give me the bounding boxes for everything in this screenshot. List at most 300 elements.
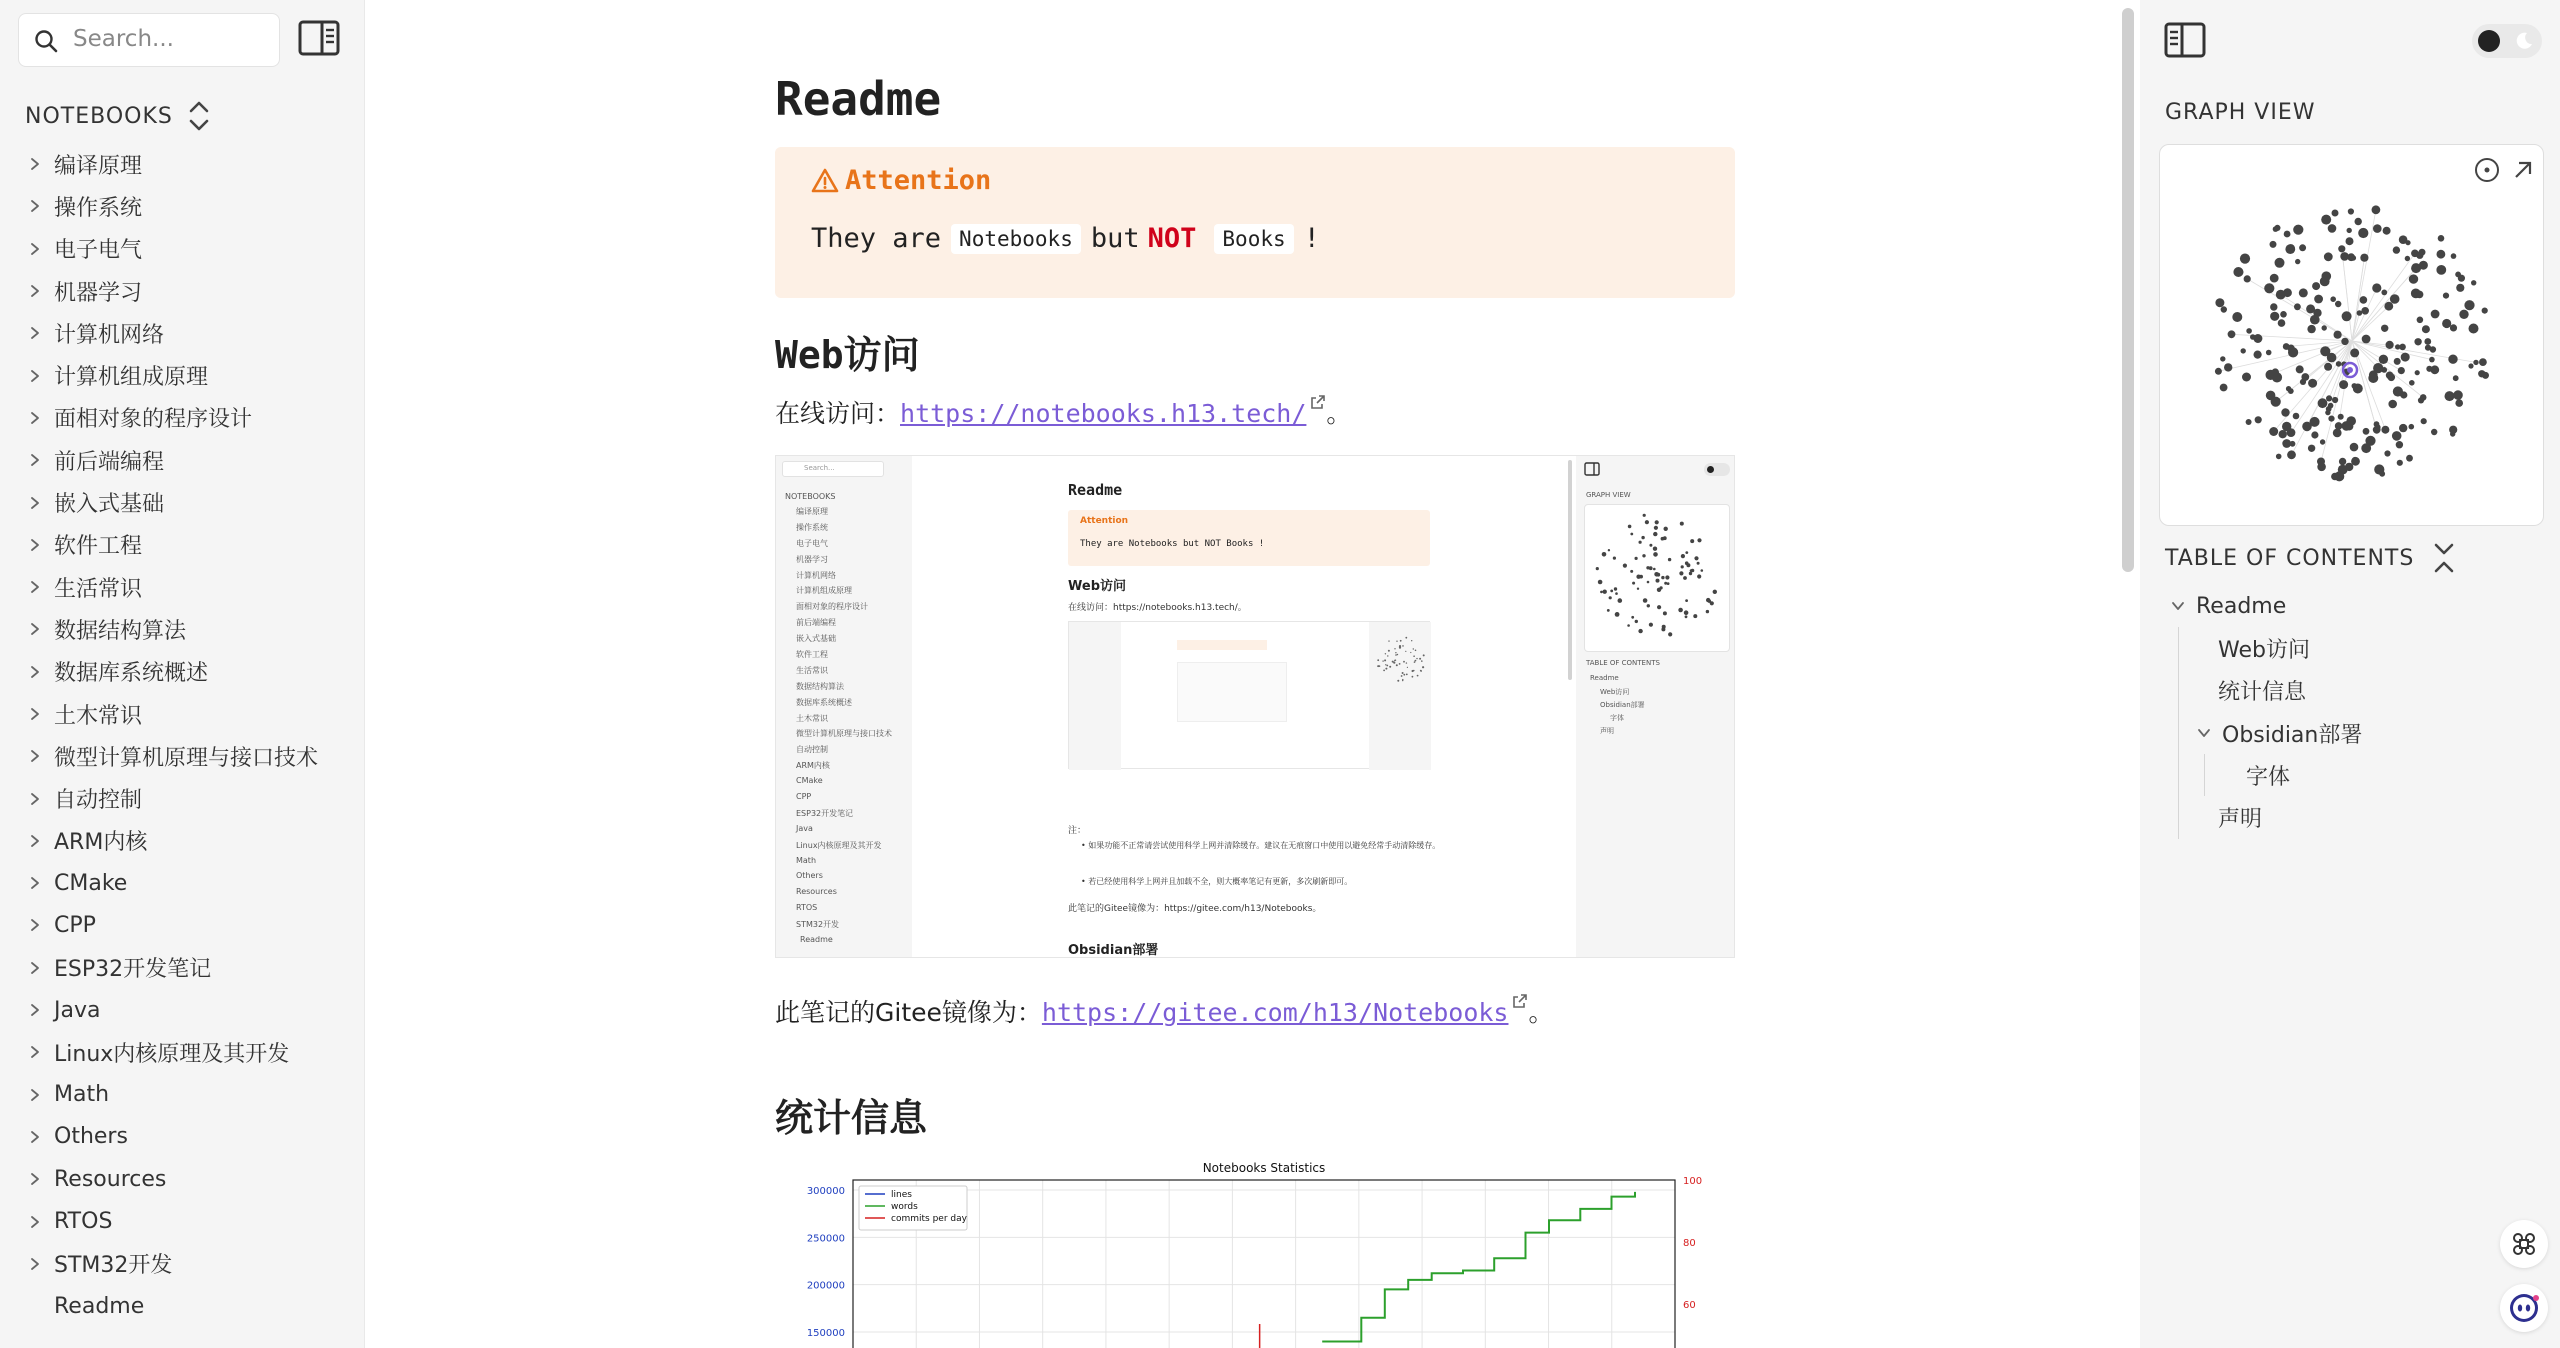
mini-toc-item: 声明 <box>1600 727 1614 735</box>
graph-node <box>1701 569 1704 572</box>
graph-node <box>1627 624 1630 627</box>
notebook-folder[interactable] <box>0 524 364 566</box>
notebook-file[interactable] <box>0 1285 364 1327</box>
graph-node <box>1383 670 1385 672</box>
notebook-folder[interactable] <box>0 228 364 270</box>
notebook-folder[interactable] <box>0 947 364 989</box>
graph-node <box>2390 294 2400 304</box>
graph-node <box>1661 627 1665 631</box>
graph-node <box>1649 544 1652 547</box>
graph-node <box>1406 674 1408 676</box>
emphasis-text: NOT <box>1147 223 1197 254</box>
graph-node <box>2383 227 2391 235</box>
graph-node <box>2347 253 2355 261</box>
notebook-label: 计算机组成原理 <box>54 365 209 391</box>
graph-node <box>1681 565 1684 568</box>
graph-node <box>1392 661 1394 663</box>
chevron-right-icon <box>28 538 42 552</box>
mini-notebook-item: 前后端编程 <box>796 618 836 628</box>
graph-node <box>2255 416 2262 423</box>
graph-node <box>2332 397 2338 403</box>
graph-node <box>2264 283 2274 293</box>
graph-node <box>2398 367 2405 374</box>
graph-node <box>1413 655 1415 657</box>
mini-callout <box>1068 510 1430 566</box>
graph-node <box>2394 358 2401 365</box>
callout-text: ! <box>1303 223 1320 254</box>
graph-node <box>2342 311 2352 321</box>
graph-node <box>1596 567 1599 570</box>
collapse-all-icon[interactable] <box>2432 541 2456 575</box>
graph-node <box>2405 256 2410 261</box>
mini-toc-item: Readme <box>1590 674 1619 682</box>
notebook-label: 微型计算机原理与接口技术 <box>54 745 319 771</box>
graph-node <box>2285 244 2295 254</box>
chevron-right-icon <box>28 1003 42 1017</box>
graph-node <box>2321 215 2331 225</box>
graph-node <box>2276 290 2286 300</box>
graph-node <box>2355 218 2362 225</box>
graph-node <box>2421 418 2427 424</box>
external-link-icon <box>1310 394 1326 410</box>
chevron-right-icon <box>28 369 42 383</box>
mini-notebook-item: RTOS <box>796 903 818 913</box>
graph-node <box>2363 428 2370 435</box>
mini-notebook-tree <box>776 506 912 951</box>
graph-node <box>2270 303 2277 310</box>
notebook-folder[interactable] <box>0 397 364 439</box>
theme-toggle-knob <box>2478 30 2500 52</box>
chart-series-words <box>1322 1192 1635 1342</box>
toc-item[interactable] <box>2140 670 2560 712</box>
mini-notebook-item: 数据库系统概述 <box>796 697 852 707</box>
graph-node <box>2456 284 2464 292</box>
toc-label: 声明 <box>2218 807 2263 833</box>
mini-online-line: 在线访问：https://notebooks.h13.tech/。 <box>1068 603 1247 613</box>
chevron-right-icon <box>28 961 42 975</box>
mini-toc-item: 字体 <box>1610 714 1624 722</box>
graph-node <box>1664 527 1668 531</box>
graph-node <box>2351 457 2360 466</box>
mini-notebook-item: CPP <box>796 792 812 802</box>
graph-node <box>1411 640 1412 641</box>
warning-icon <box>811 167 839 195</box>
graph-node <box>2332 210 2339 217</box>
attention-callout <box>775 147 1735 298</box>
graph-node <box>2335 422 2343 430</box>
mini-bullet-1: • 如果功能不正常请尝试使用科学上网并清除缓存。建议在无痕窗口中使用以避免经常手动清除缓存。 <box>1081 841 1441 850</box>
graph-node <box>1649 566 1653 570</box>
graph-node <box>1679 571 1683 575</box>
graph-node <box>2365 436 2375 446</box>
notebook-folder[interactable] <box>0 1074 364 1116</box>
mini-notebook-item: 嵌入式基础 <box>796 634 836 644</box>
notebook-label: Readme <box>54 1293 145 1319</box>
graph-node <box>1641 536 1644 539</box>
floating-assistant-button[interactable] <box>2500 1284 2548 1332</box>
graph-node <box>2348 208 2354 214</box>
mini-notebook-item: 土木常识 <box>796 713 828 723</box>
mini-notebook-item: 软件工程 <box>796 650 828 660</box>
sidebar-toggle-icon[interactable] <box>2164 22 2206 58</box>
notebook-label: RTOS <box>54 1209 113 1235</box>
online-suffix: 。 <box>1326 399 1352 428</box>
graph-node <box>2381 426 2389 434</box>
graph-node <box>2381 290 2387 296</box>
graph-local-icon[interactable] <box>2472 155 2502 185</box>
graph-node <box>2242 373 2251 382</box>
graph-node <box>1697 538 1701 542</box>
mini-left-sidebar <box>776 456 912 958</box>
graph-node <box>2429 357 2435 363</box>
notebook-label: 生活常识 <box>54 576 143 602</box>
graph-node <box>2438 235 2445 242</box>
chevron-right-icon <box>28 749 42 763</box>
graph-node <box>1661 537 1665 541</box>
graph-node <box>2360 254 2368 262</box>
graph-node <box>2416 291 2424 299</box>
graph-node <box>2430 346 2436 352</box>
notebook-folder[interactable] <box>0 651 364 693</box>
notebook-label: 嵌入式基础 <box>54 492 165 518</box>
graph-node <box>2442 319 2451 328</box>
graph-node <box>2220 384 2228 392</box>
graph-node <box>2419 249 2426 256</box>
section-heading-web: Web访问 <box>775 333 920 377</box>
graph-node <box>1384 659 1386 661</box>
graph-node <box>1421 660 1423 662</box>
graph-node <box>2310 417 2320 427</box>
graph-node <box>1615 592 1618 595</box>
graph-node <box>1400 640 1402 642</box>
graph-node <box>1415 660 1417 662</box>
notebook-folder[interactable] <box>0 312 364 354</box>
graph-node <box>2409 424 2415 430</box>
mini-toc-title: TABLE OF CONTENTS <box>1586 659 1660 667</box>
graph-node <box>1623 564 1627 568</box>
graph-node <box>1653 568 1656 571</box>
graph-node <box>2386 372 2394 380</box>
graph-node <box>1697 562 1700 565</box>
online-prefix: 在线访问： <box>775 399 901 428</box>
toc-item[interactable] <box>2140 585 2560 627</box>
graph-node <box>1402 645 1404 647</box>
graph-node <box>2453 390 2463 400</box>
mini-notebook-item: Linux内核原理及其开发 <box>796 840 882 850</box>
mini-right-sidebar <box>1576 456 1735 958</box>
graph-node <box>1422 666 1424 668</box>
graph-node <box>2241 348 2246 353</box>
graph-node <box>1399 645 1401 647</box>
graph-node <box>1681 554 1685 558</box>
graph-node <box>2287 450 2296 459</box>
graph-node <box>2336 361 2342 367</box>
notebook-folder[interactable] <box>0 735 364 777</box>
notebook-folder[interactable] <box>0 439 364 481</box>
notebook-folder[interactable] <box>0 566 364 608</box>
graph-node <box>1664 582 1667 585</box>
graph-node <box>1713 590 1717 594</box>
graph-node <box>2401 353 2410 362</box>
mini-notebook-item: 计算机组成原理 <box>796 586 852 596</box>
graph-node <box>2396 441 2403 448</box>
notebook-folder[interactable] <box>0 1031 364 1073</box>
notebook-folder[interactable] <box>0 904 364 946</box>
graph-node <box>2335 301 2341 307</box>
left-sidebar <box>0 0 364 1348</box>
chart-right-tick-label: 80 <box>1683 1238 1696 1249</box>
graph-node <box>1637 588 1639 590</box>
chart-left-tick-label: 150000 <box>806 1328 845 1339</box>
graph-node <box>1598 580 1603 585</box>
online-link[interactable]: https://notebooks.h13.tech/ <box>900 399 1307 428</box>
graph-node <box>1683 576 1687 580</box>
graph-node <box>2224 363 2232 371</box>
notebook-folder[interactable] <box>0 481 364 523</box>
mini-notebook-item: 微型计算机原理与接口技术 <box>796 729 892 739</box>
graph-node <box>1403 661 1405 663</box>
toc-header[interactable] <box>2165 538 2456 578</box>
notebook-folder[interactable] <box>0 862 364 904</box>
graph-node <box>2240 254 2250 264</box>
graph-node <box>1607 609 1610 612</box>
section-heading-stats: 统计信息 <box>775 1096 928 1140</box>
graph-node <box>1385 668 1387 670</box>
mini-callout-text: They are Notebooks but NOT Books ! <box>1080 539 1265 549</box>
chevron-right-icon <box>28 580 42 594</box>
notebook-folder[interactable] <box>0 1158 364 1200</box>
graph-node <box>2254 351 2262 359</box>
notebook-folder[interactable] <box>0 777 364 819</box>
toc-label: 统计信息 <box>2218 680 2307 706</box>
graph-node <box>2455 399 2463 407</box>
mini-notebook-item: Resources <box>796 887 837 897</box>
notebook-folder[interactable] <box>0 270 364 312</box>
notebook-label: 自动控制 <box>54 788 143 814</box>
stats-chart <box>775 1160 1735 1348</box>
graph-node <box>2393 246 2400 253</box>
graph-node <box>1638 629 1642 633</box>
chevron-right-icon <box>28 665 42 679</box>
graph-node <box>1423 654 1425 656</box>
graph-node <box>2312 282 2320 290</box>
graph-node <box>2414 338 2421 345</box>
search-placeholder: Search... <box>73 26 174 52</box>
mini-notebook-item: 数据结构算法 <box>796 681 844 691</box>
graph-node <box>2347 228 2352 233</box>
callout-heading <box>811 165 991 196</box>
graph-view[interactable] <box>2159 144 2544 526</box>
graph-node <box>2296 365 2304 373</box>
graph-node <box>1399 663 1401 665</box>
notebook-folder[interactable] <box>0 185 364 227</box>
graph-node <box>1654 526 1658 530</box>
graph-node <box>1680 522 1684 526</box>
graph-link <box>2271 341 2352 375</box>
notebook-folder[interactable] <box>0 693 364 735</box>
graph-node <box>2270 241 2277 248</box>
callout-text: but <box>1090 223 1140 254</box>
graph-node <box>1693 614 1697 618</box>
chart-title: Notebooks Statistics <box>1202 1161 1326 1175</box>
toc-item[interactable] <box>2140 627 2560 669</box>
toc-label: Obsidian部署 <box>2222 722 2363 748</box>
graph-node <box>2431 429 2437 435</box>
graph-node <box>1694 556 1698 560</box>
graph-node <box>1685 599 1688 602</box>
graph-node <box>2384 450 2390 456</box>
graph-node <box>2299 288 2308 297</box>
online-access-paragraph <box>775 394 1351 430</box>
chevron-right-icon <box>28 326 42 340</box>
table-of-contents <box>2140 585 2560 839</box>
gitee-link[interactable]: https://gitee.com/h13/Notebooks <box>1041 998 1509 1027</box>
notebook-folder[interactable] <box>0 1243 364 1285</box>
graph-node <box>2232 312 2242 322</box>
notebook-folder[interactable] <box>0 143 364 185</box>
chart-left-tick-label: 200000 <box>806 1280 845 1292</box>
graph-node <box>2430 365 2439 374</box>
notebook-folder[interactable] <box>0 354 364 396</box>
graph-node <box>1653 532 1657 536</box>
graph-node <box>2473 360 2478 365</box>
notebook-label: ARM内核 <box>54 830 148 856</box>
graph-node <box>1395 654 1397 656</box>
graph-node <box>2399 235 2408 244</box>
mini-notebook-item: Math <box>796 855 817 865</box>
chevron-down-icon <box>2196 725 2212 741</box>
theme-toggle[interactable] <box>2472 24 2542 58</box>
graph-node <box>1647 581 1650 584</box>
toc-item[interactable] <box>2140 712 2560 754</box>
graph-node <box>1706 610 1709 613</box>
mini-notebook-item: 操作系统 <box>796 522 828 532</box>
scrollbar[interactable] <box>2122 8 2134 572</box>
graph-node <box>2350 443 2359 452</box>
expand-collapse-icon[interactable] <box>187 99 211 133</box>
toc-item[interactable] <box>2140 754 2560 796</box>
graph-node <box>1710 601 1714 605</box>
graph-canvas[interactable] <box>2160 145 2545 527</box>
toc-item[interactable] <box>2140 796 2560 838</box>
graph-node <box>2282 422 2291 431</box>
mini-graph <box>1375 634 1427 686</box>
graph-node <box>1628 525 1632 529</box>
graph-node <box>2386 341 2394 349</box>
notebook-label: Linux内核原理及其开发 <box>54 1041 290 1067</box>
floating-command-button[interactable] <box>2500 1220 2548 1268</box>
graph-node <box>2381 325 2388 332</box>
mini-obsidian-heading: Obsidian部署 <box>1068 943 1159 958</box>
graph-node <box>2419 261 2428 270</box>
graph-node <box>2471 280 2476 285</box>
chart-legend-label: words <box>891 1202 918 1212</box>
graph-node <box>1653 547 1657 551</box>
graph-view-title: GRAPH VIEW <box>2165 100 2316 125</box>
mini-notebook-item: CMake <box>796 776 823 786</box>
search-box[interactable] <box>18 13 280 67</box>
chart-legend-label: lines <box>891 1190 912 1200</box>
inline-code: Notebooks <box>951 224 1081 254</box>
notebooks-header[interactable] <box>25 96 211 136</box>
graph-node <box>1414 661 1416 663</box>
notebook-label: Resources <box>54 1166 167 1192</box>
graph-node <box>2273 226 2279 232</box>
graph-node <box>2220 356 2225 361</box>
mini-notebook-item: 生活常识 <box>796 665 828 675</box>
graph-node <box>2270 274 2279 283</box>
graph-node <box>1642 554 1645 557</box>
graph-node <box>1635 557 1638 560</box>
mini-notebook-item: 电子电气 <box>796 538 828 548</box>
toc-label: Web访问 <box>2218 637 2310 663</box>
chevron-right-icon <box>28 1257 42 1271</box>
expand-arrow-icon[interactable] <box>2508 155 2538 185</box>
graph-node <box>2360 296 2368 304</box>
mini-callout-heading: Attention <box>1080 516 1129 526</box>
graph-node <box>2436 265 2446 275</box>
mini-toc-item: Obsidian部署 <box>1600 701 1645 709</box>
graph-node <box>1377 665 1379 667</box>
graph-node <box>1639 541 1642 544</box>
notebook-label: Java <box>54 997 101 1023</box>
graph-node <box>2288 388 2294 394</box>
chevron-right-icon <box>28 199 42 213</box>
chevron-right-icon <box>28 792 42 806</box>
mini-graph-title: GRAPH VIEW <box>1586 491 1631 499</box>
graph-node <box>1668 632 1672 636</box>
mini-nested-screenshot <box>1068 621 1430 769</box>
sidebar-toggle-icon[interactable] <box>298 20 340 56</box>
graph-node <box>2372 283 2381 292</box>
command-icon <box>2500 1220 2548 1268</box>
graph-node <box>1635 620 1638 623</box>
graph-node <box>1405 651 1406 652</box>
mini-notebook-item: 面相对象的程序设计 <box>796 602 868 612</box>
chart-left-tick-label: 250000 <box>806 1233 845 1245</box>
external-link-icon <box>1512 993 1528 1009</box>
graph-node <box>2388 400 2397 409</box>
graph-node <box>2307 325 2315 333</box>
graph-node <box>2341 338 2348 345</box>
notebook-folder[interactable] <box>0 1116 364 1158</box>
graph-node <box>1388 650 1390 652</box>
chevron-right-icon <box>28 1088 42 1102</box>
chart-right-tick-label: 60 <box>1683 1300 1696 1311</box>
graph-node <box>2215 368 2222 375</box>
notebook-folder[interactable] <box>0 989 364 1031</box>
mini-notebook-item: ESP32开发笔记 <box>796 808 854 818</box>
chevron-right-icon <box>28 242 42 256</box>
graph-node <box>1413 648 1414 649</box>
graph-node <box>1382 660 1383 661</box>
graph-node <box>1615 612 1620 617</box>
graph-node <box>2350 348 2359 357</box>
notebook-folder[interactable] <box>0 820 364 862</box>
toc-label: Readme <box>2196 593 2287 619</box>
notebook-folder[interactable] <box>0 608 364 650</box>
graph-node <box>1396 664 1398 666</box>
graph-node <box>1645 520 1649 524</box>
graph-node <box>2338 414 2344 420</box>
notebook-folder[interactable] <box>0 1200 364 1242</box>
mini-search-placeholder: Search... <box>804 464 835 472</box>
graph-node <box>2300 379 2306 385</box>
graph-node <box>2445 391 2455 401</box>
mini-notebook-item: STM32开发 <box>796 920 840 930</box>
mini-notebook-item: 编译原理 <box>796 507 828 516</box>
chevron-right-icon <box>28 1215 42 1229</box>
